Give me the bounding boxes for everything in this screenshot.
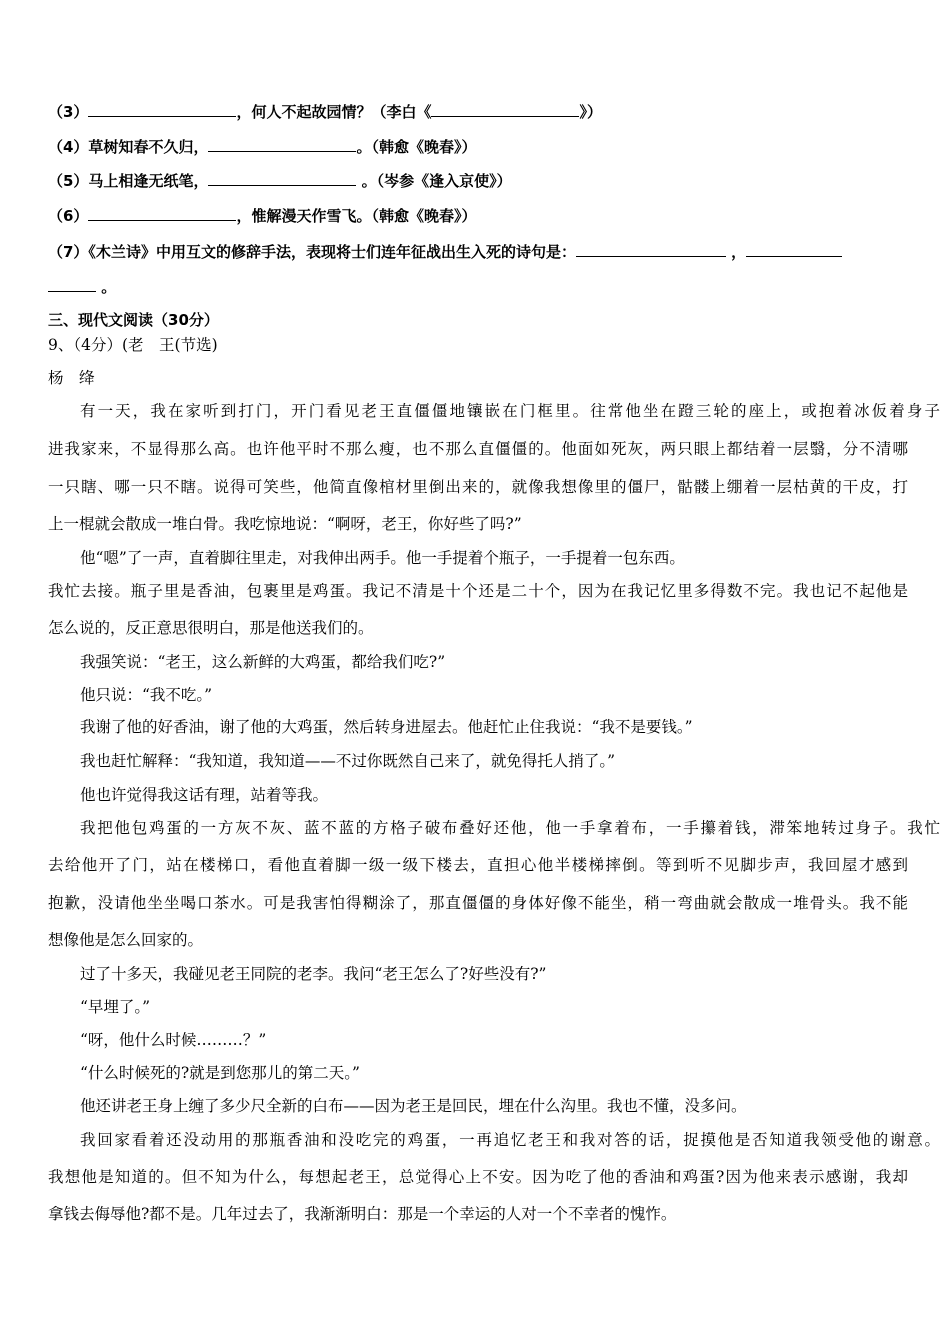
passage-line: 上一棍就会散成一堆白骨。我吃惊地说：“啊呀，老王，你好些了吗?” [48,515,522,533]
passage-line: 我回家看着还没动用的那瓶香油和没吃完的鸡蛋，一再追忆老王和我对答的话，捉摸他是否知道我领受他的谢意。 [80,1131,940,1149]
passage-line: 我谢了他的好香油，谢了他的大鸡蛋，然后转身进屋去。他赶忙止住我说：“我不是要钱。” [80,718,693,736]
passage-header: 9、（4分）(老 王(节选) [48,336,218,354]
question-3-text: ，何人不起故园情？（李白《 [236,103,432,121]
question-6-number: （6） [48,207,89,225]
passage-line: 拿钱去侮辱他?都不是。几年过去了，我渐渐明白：那是一个幸运的人对一个不幸者的愧怍。 [48,1205,677,1223]
answer-blank-7b-continued[interactable] [48,276,96,292]
passage-line: 他也许觉得我这话有理，站着等我。 [80,786,329,804]
passage-line: 去给他开了门，站在楼梯口，看他直着脚一级一级下楼去，直担心他半楼梯摔倒。等到听不见脚步声，我回屋才感到 [48,856,908,874]
passage-line: 过了十多天，我碰见老王同院的老李。我问“老王怎么了?好些没有?” [80,965,547,983]
passage-line: 一只瞎、哪一只不瞎。说得可笑些，他简直像棺材里倒出来的，就像我想像里的僵尸，骷髅上绷着一层枯黄的干皮，打 [48,478,908,496]
question-4-text: （4）草树知春不久归， [48,138,209,156]
passage-author: 杨 绛 [48,369,95,387]
passage-line: “什么时候死的?就是到您那儿的第二天。” [80,1064,360,1082]
question-4-source: 。（韩愈《晚春》） [356,138,477,156]
answer-blank-7a[interactable] [576,241,726,257]
question-4 [48,136,908,157]
passage-line: 我强笑说：“老王，这么新鲜的大鸡蛋，都给我们吃?” [80,653,446,671]
passage-line: 有一天，我在家听到打门，开门看见老王直僵僵地镶嵌在门框里。往常他坐在蹬三轮的座上，或抱着冰仮着身子 [80,402,940,420]
question-5-source: 。（岑参《逢入京使》） [356,172,512,190]
passage-line: “呀，他什么时候………？” [80,1031,267,1049]
answer-blank-4[interactable] [208,136,356,152]
question-7-text: （7）《木兰诗》中用互文的修辞手法，表现将士们连年征战出生入死的诗句是： [48,243,576,261]
question-7 [48,241,908,262]
passage-line: “早埋了。” [80,998,151,1016]
passage-line: 他只说：“我不吃。” [80,686,213,704]
section-title: 三、现代文阅读（30分） [48,311,219,329]
passage-line: 抱歉，没请他坐坐喝口茶水。可是我害怕得糊涂了，那直僵僵的身体好像不能坐，稍一弯曲就会散成一堆骨头。我不能 [48,894,908,912]
question-7-continued [48,276,908,297]
question-5 [48,170,908,191]
passage-line: 进我家来，不显得那么高。也许他平时不那么瘦，也不那么直僵僵的。他面如死灰，两只眼上都结着一层翳，分不清哪 [48,440,908,458]
answer-blank-3b[interactable] [431,101,579,117]
passage-line: 他还讲老王身上缠了多少尺全新的白布——因为老王是回民，埋在什么沟里。我也不懂，没多问。 [80,1097,747,1115]
answer-blank-3a[interactable] [88,101,236,117]
answer-blank-6[interactable] [88,205,236,221]
passage-line: 想像他是怎么回家的。 [48,931,204,949]
question-7-end: 。 [96,278,117,296]
question-5-text: （5）马上相逢无纸笔， [48,172,209,190]
answer-blank-5[interactable] [208,170,356,186]
passage-line: 我想他是知道的。但不知为什么，每想起老王，总觉得心上不安。因为吃了他的香油和鸡蛋?因为他来表示感谢，我却 [48,1168,908,1186]
passage-line: 我忙去接。瓶子里是香油，包裹里是鸡蛋。我记不清是十个还是二十个，因为在我记忆里多得数不完。我也记不起他是 [48,582,908,600]
passage-line: 我也赶忙解释：“我知道，我知道——不过你既然自己来了，就免得托人捎了。” [80,752,616,770]
passage-line: 怎么说的，反正意思很明白，那是他送我们的。 [48,619,374,637]
question-3-number: （3） [48,103,89,121]
passage-line: 他“嗯”了一声，直着脚往里走，对我伸出两手。他一手提着个瓶子，一手提着一包东西。 [80,549,685,567]
question-6 [48,205,908,226]
question-6-text: ，惟解漫天作雪飞。（韩愈《晚春》） [236,207,477,225]
question-3-end: 》） [579,103,602,121]
question-7-separator: ， [725,243,747,261]
passage-line: 我把他包鸡蛋的一方灰不灰、蓝不蓝的方格子破布叠好还他，他一手拿着布，一手攥着钱，滞笨地转过身子。我忙 [80,819,940,837]
answer-blank-7b[interactable] [746,241,842,257]
question-3 [48,101,908,122]
